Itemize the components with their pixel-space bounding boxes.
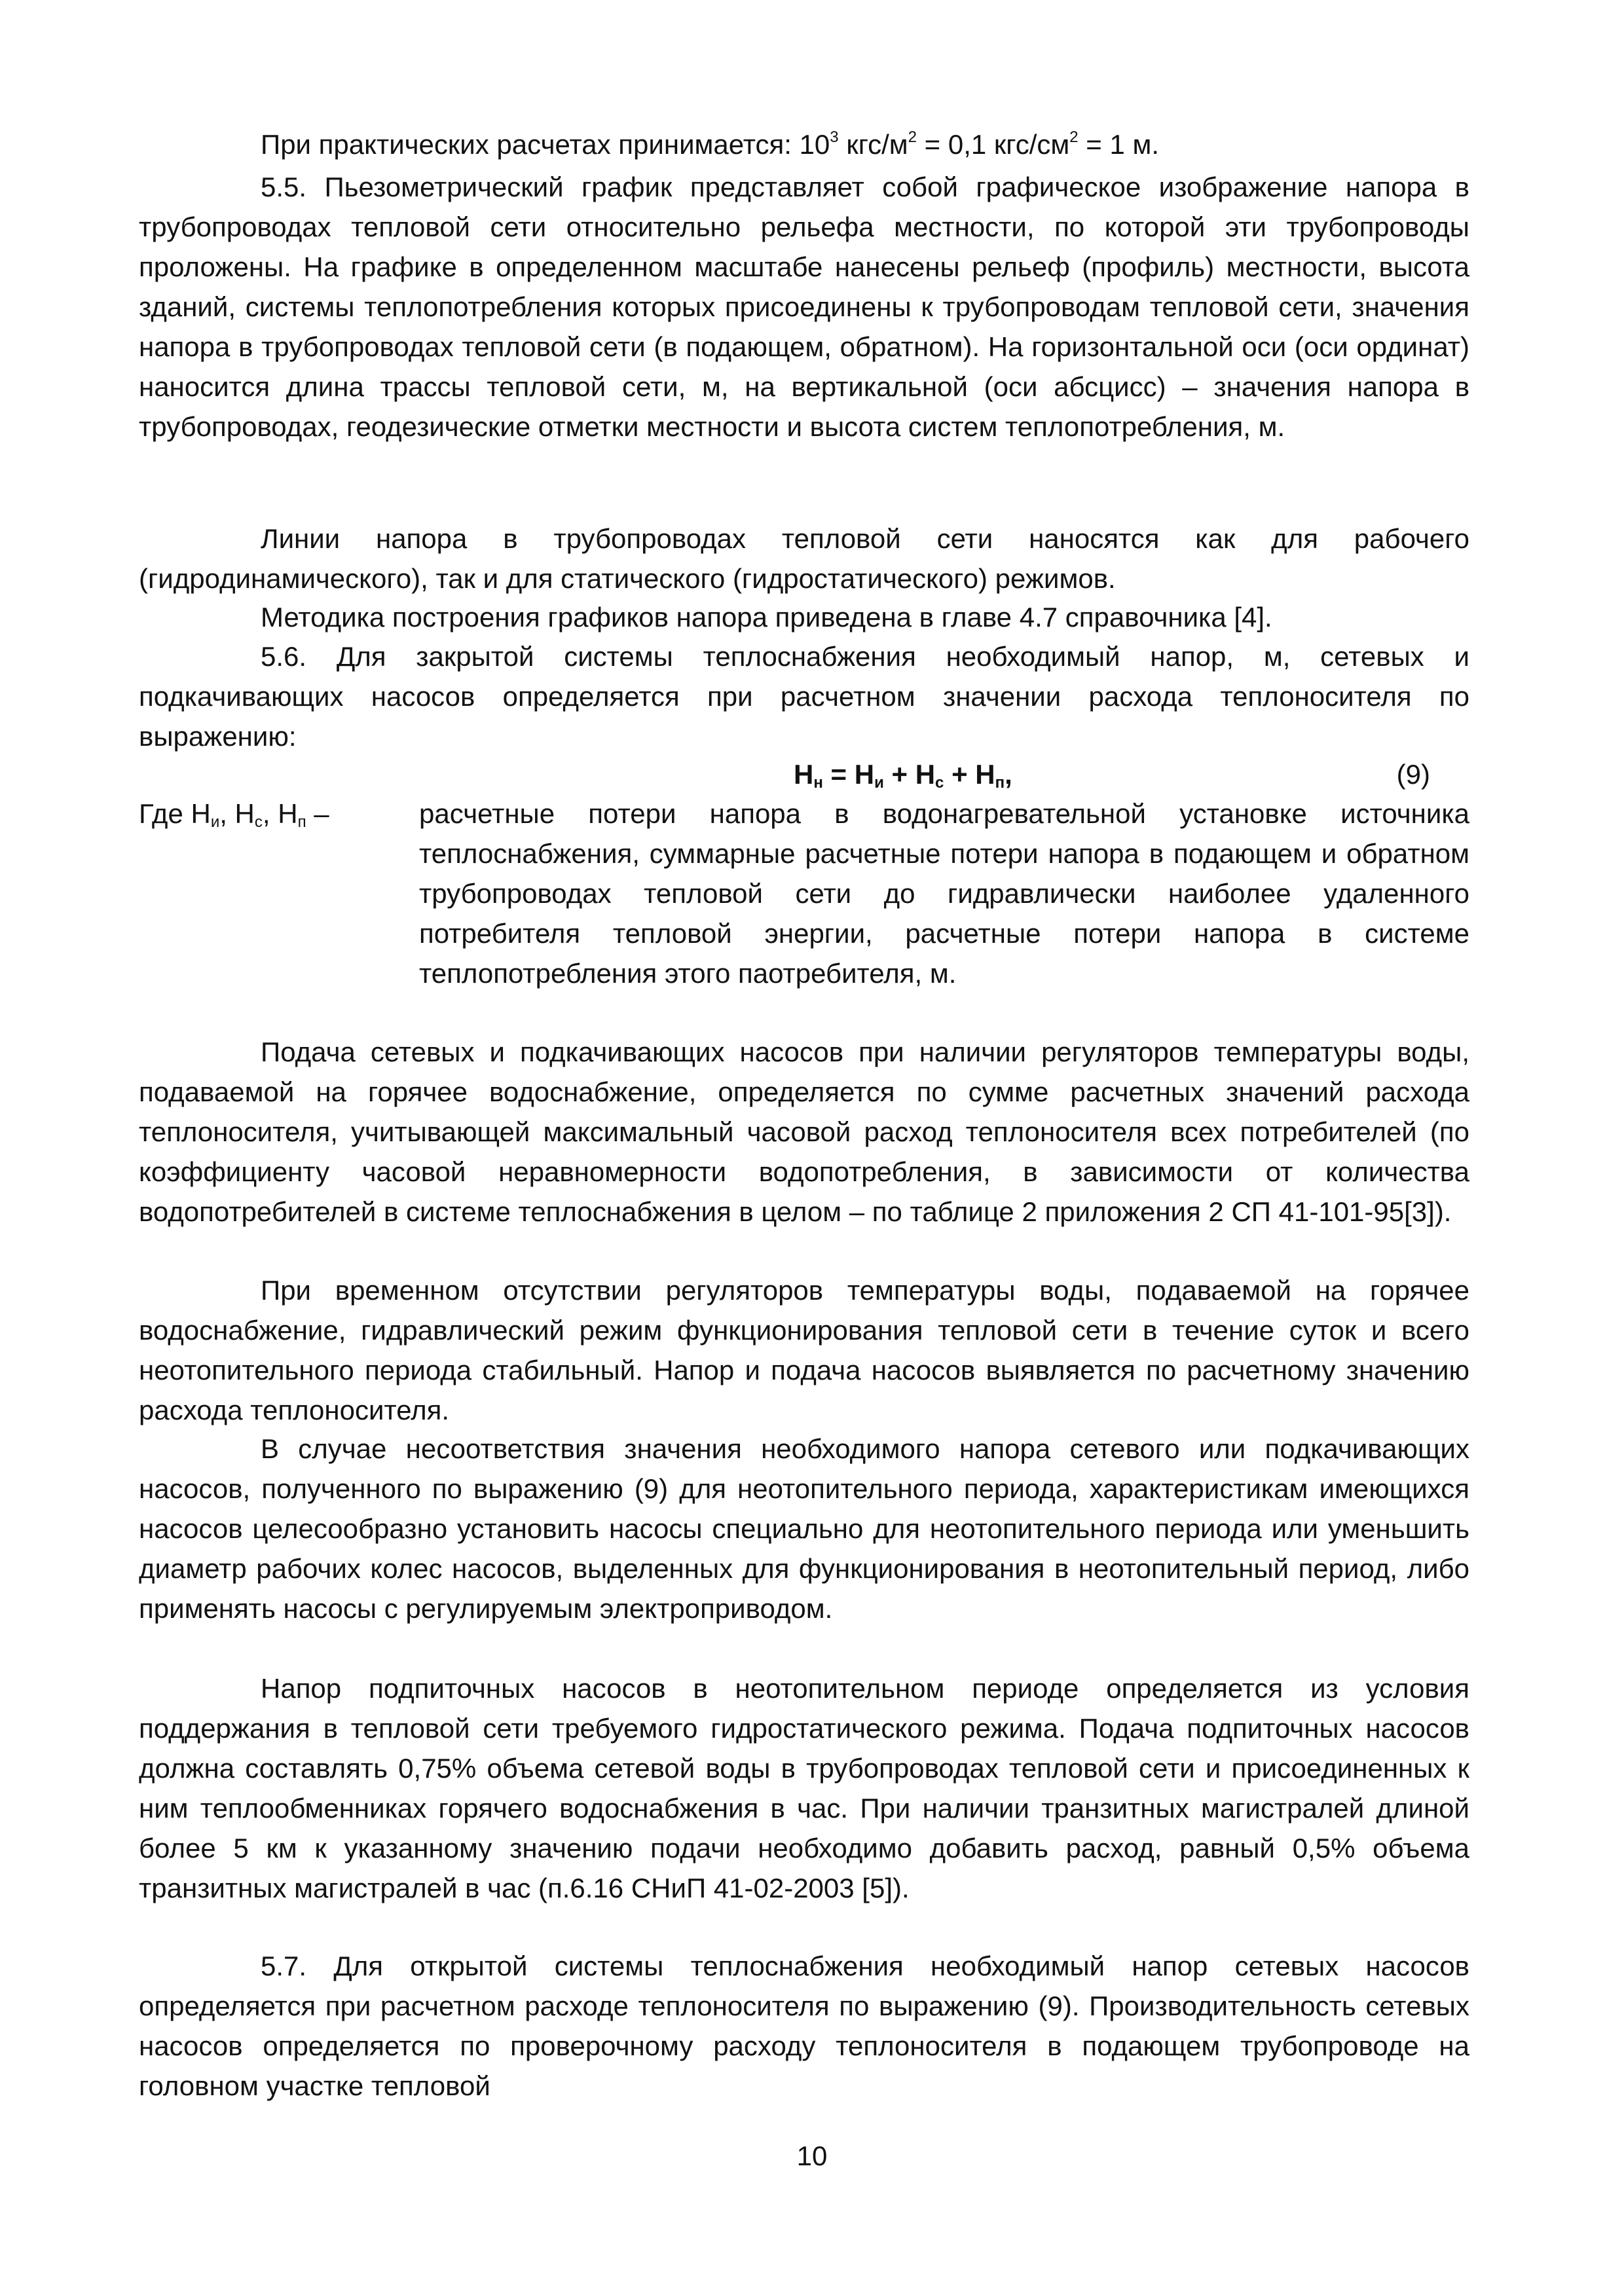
page-number: 10	[796, 2140, 828, 2171]
formula-expression: $H_н = H_и + H_с + H_п$,	[794, 759, 1012, 792]
where-terms: Где $H_и$, $H_с$, $H_п$ –	[139, 798, 329, 831]
paragraph-makeup: Напор подпиточных насосов в неотопительном периоде определяется из условия поддержания в тепловой сети требуемого гидростатического режима. Подача подпиточных насосов должна составлять 0,75% объема сетевой воды в трубопроводах тепловой сети и присоединенных к ним теплообменниках горячего водоснабжения в час. При наличии транзитных магистралей длиной более 5 км к указанному значению подачи необходимо добавить расход, равный 0,5% объема транзитных магистралей в час (п.6.16 СНиП 41-02-2003 [5]).	[139, 1673, 1469, 1903]
where-definition: расчетные потери напора в водонагревательной установке источника теплоснабжения, суммарные расчетные потери напора в подающем и обратном трубопроводах тепловой сети до гидравлически наиболее удаленного потребителя тепловой энергии, расчетные потери напора в системе теплопотребления этого паотребителя, м.	[419, 798, 1469, 989]
formula-9	[139, 754, 1469, 794]
formula-number: (9)	[1396, 759, 1430, 790]
paragraph-5-5: 5.5. Пьезометрический график представляет собой графическое изображение напора в трубопроводах тепловой сети относительно рельефа местности, по которой эти трубопроводы проложены. На графике в определенном масштабе нанесены рельеф (профиль) местности, высота зданий, системы теплопотребления которых присоединены к трубопроводам тепловой сети, значения напора в трубопроводах тепловой сети (в подающем, обратном). На горизонтальной оси (оси ординат) наносится длина трассы тепловой сети, м, на вертикальной (оси абсцисс) – значения напора в трубопроводах, геодезические отметки местности и высота систем теплопотребления, м.	[139, 172, 1469, 442]
paragraph-temporary: При временном отсутствии регуляторов температуры воды, подаваемой на горячее водоснабжение, гидравлический режим функционирования тепловой сети в течение суток и всего неотопительного периода стабильный. Напор и подача насосов выявляется по расчетному значению расхода теплоносителя.	[139, 1275, 1469, 1425]
intro-line: При практических расчетах принимается: $10^3$ кгс/$м^2 = 0,1$ кгс/$см^2 = 1$ м.	[261, 128, 1160, 160]
paragraph-mismatch: В случае несоответствия значения необходимого напора сетевого или подкачивающих насосов, полученного по выражению (9) для неотопительного периода, характеристикам имеющихся насосов целесообразно установить насосы специально для неотопительного периода или уменьшить диаметр рабочих колес насосов, выделенных для функционирования в неотопительный период, либо применять насосы с регулируемым электроприводом.	[139, 1433, 1469, 1624]
paragraph-supply: Подача сетевых и подкачивающих насосов при наличии регуляторов температуры воды, подаваемой на горячее водоснабжение, определяется по сумме расчетных значений расхода теплоносителя, учитывающей максимальный часовой расход теплоносителя всех потребителей (по коэффициенту часовой неравномерности водопотребления, в зависимости от количества водопотребителей в системе теплоснабжения в целом – по таблице 2 приложения 2 СП 41-101-95[3]).	[139, 1036, 1469, 1227]
paragraph-5-7: 5.7. Для открытой системы теплоснабжения необходимый напор сетевых насосов определяется при расчетном расходе теплоносителя по выражению (9). Производительность сетевых насосов определяется по проверочному расходу теплоносителя в подающем трубопроводе на головном участке тепловой	[139, 1951, 1469, 2101]
paragraph-pressure-lines: Линии напора в трубопроводах тепловой сети наносятся как для рабочего (гидродинамического), так и для статического (гидростатического) режимов.	[139, 523, 1469, 594]
paragraph-5-6: 5.6. Для закрытой системы теплоснабжения необходимый напор, м, сетевых и подкачивающих насосов определяется при расчетном значении расхода теплоносителя по выражению:	[139, 641, 1469, 752]
paragraph-method: Методика построения графиков напора приведена в главе 4.7 справочника [4].	[261, 602, 1272, 633]
